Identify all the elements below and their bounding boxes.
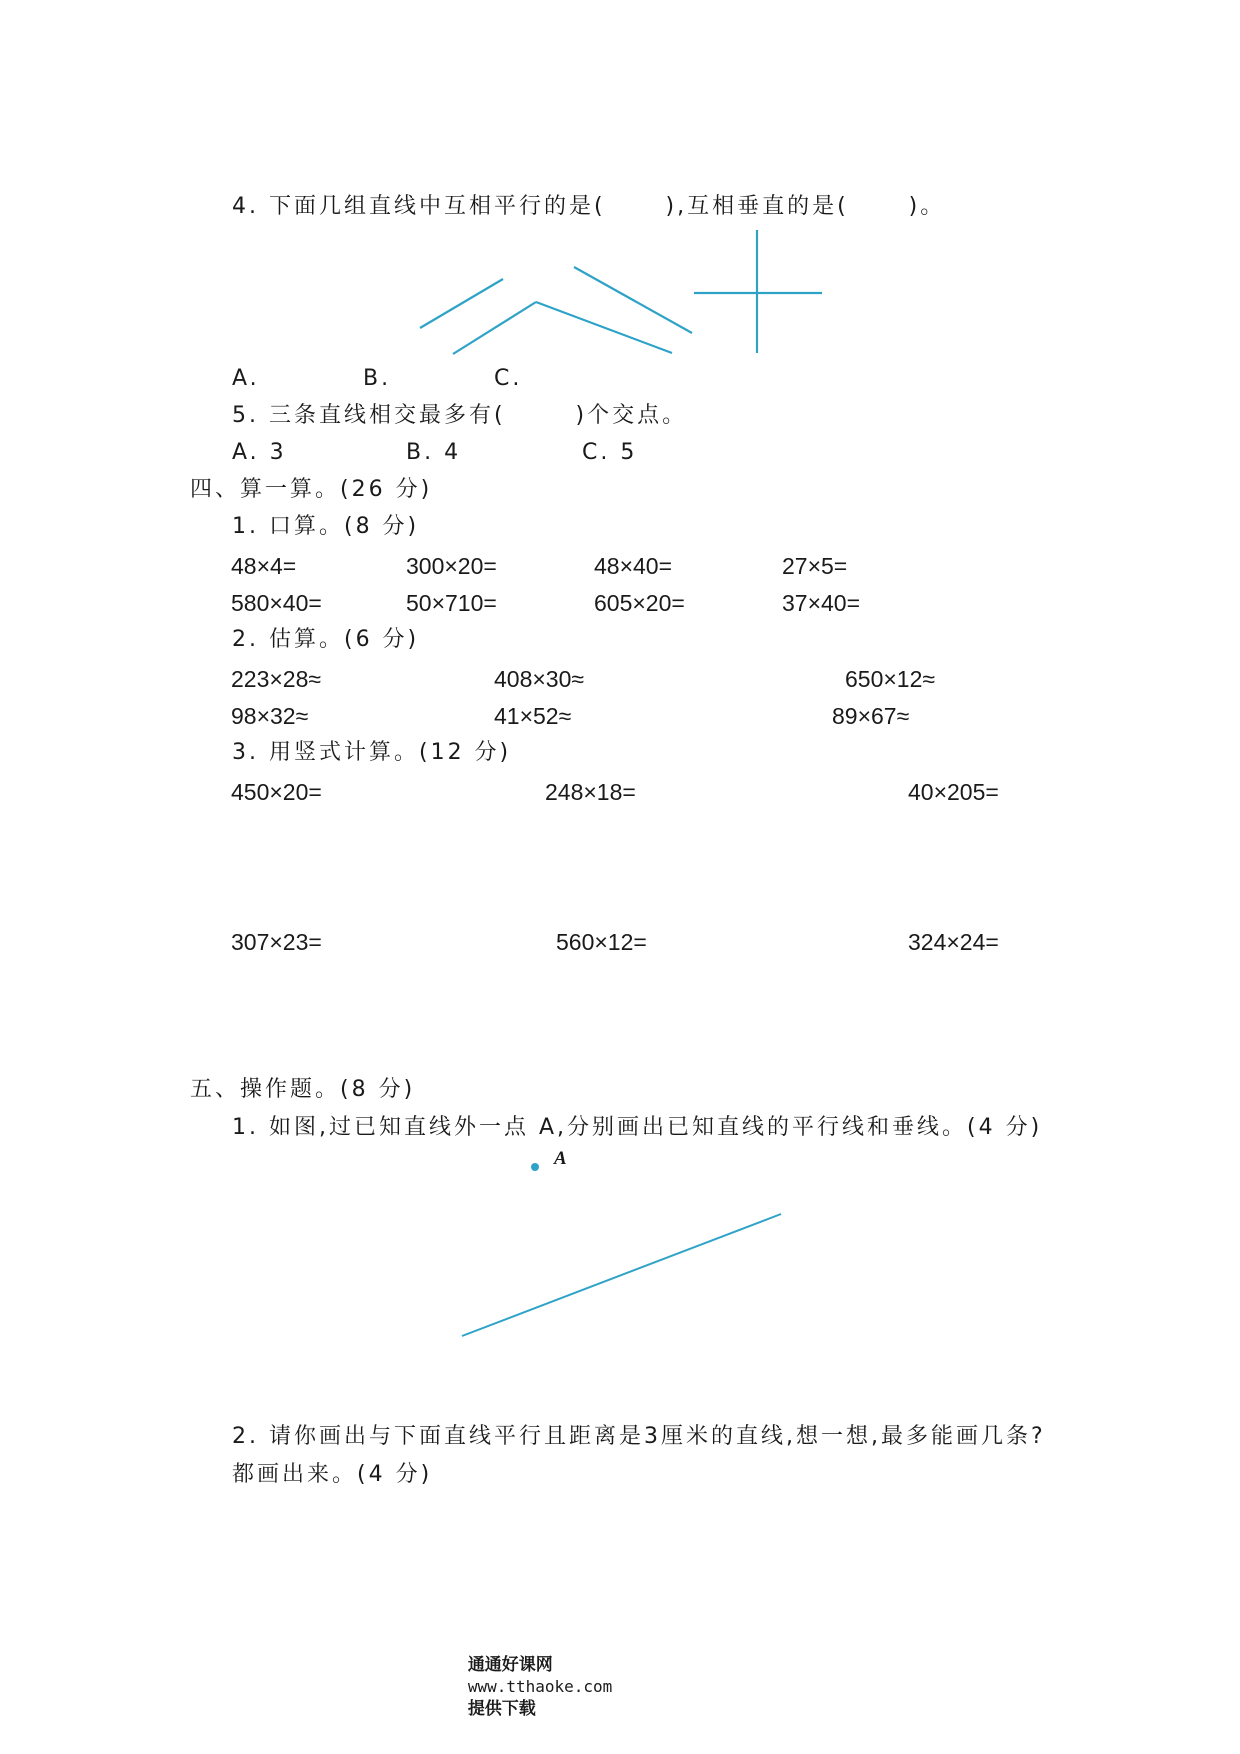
q4-option-b: B. [363, 366, 392, 391]
q4-option-c: C. [494, 366, 523, 391]
estimate-5: 41×52≈ [494, 703, 572, 729]
footer-url[interactable]: www.tthaoke.com [467, 1677, 613, 1696]
section4-title: 四、算一算。(26 分) [190, 477, 433, 502]
footer [457, 1632, 612, 1720]
section5-q2-line2: 都画出来。(4 分) [232, 1462, 433, 1487]
vertical-calc-6: 324×24= [908, 929, 999, 955]
section4-sub1-title: 1. 口算。(8 分) [232, 514, 420, 539]
section4-sub2-title: 2. 估算。(6 分) [232, 627, 420, 652]
oral-calc-4: 27×5= [782, 553, 848, 579]
q4-text: 4. 下面几组直线中互相平行的是( ),互相垂直的是( )。 [232, 194, 946, 219]
estimate-2: 408×30≈ [494, 666, 585, 692]
estimate-3: 650×12≈ [845, 666, 936, 692]
q5-option-a: A. 3 [232, 440, 287, 465]
point-a-dot [531, 1163, 539, 1171]
estimate-1: 223×28≈ [231, 666, 322, 692]
q5-text: 5. 三条直线相交最多有( )个交点。 [232, 403, 688, 428]
oral-calc-3: 48×40= [594, 553, 673, 579]
q4-option-a: A. [232, 366, 260, 391]
estimate-6: 89×67≈ [832, 703, 910, 729]
oral-calc-2: 300×20= [406, 553, 497, 579]
oral-calc-1: 48×4= [231, 553, 297, 579]
footer-brand: 通通好课网 [467, 1655, 553, 1675]
q5-option-c: C. 5 [582, 440, 638, 465]
footer-suffix: 提供下载 [467, 1699, 536, 1719]
oral-calc-6: 50×710= [406, 590, 497, 616]
vertical-calc-2: 248×18= [545, 779, 636, 805]
oral-calc-7: 605×20= [594, 590, 685, 616]
section5-q2-line1: 2. 请你画出与下面直线平行且距离是3厘米的直线,想一想,最多能画几条? [232, 1424, 1046, 1449]
section4-sub3-title: 3. 用竖式计算。(12 分) [232, 740, 512, 765]
estimate-4: 98×32≈ [231, 703, 309, 729]
section5-q1: 1. 如图,过已知直线外一点 A,分别画出已知直线的平行线和垂线。(4 分) [232, 1115, 1043, 1140]
vertical-calc-4: 307×23= [231, 929, 322, 955]
vertical-calc-3: 40×205= [908, 779, 999, 805]
vertical-calc-1: 450×20= [231, 779, 322, 805]
oral-calc-8: 37×40= [782, 590, 861, 616]
given-line [462, 1214, 781, 1336]
oral-calc-5: 580×40= [231, 590, 322, 616]
point-a-label: A [554, 1148, 567, 1169]
section5-title: 五、操作题。(8 分) [190, 1077, 416, 1102]
q5-option-b: B. 4 [406, 440, 462, 465]
vertical-calc-5: 560×12= [556, 929, 647, 955]
